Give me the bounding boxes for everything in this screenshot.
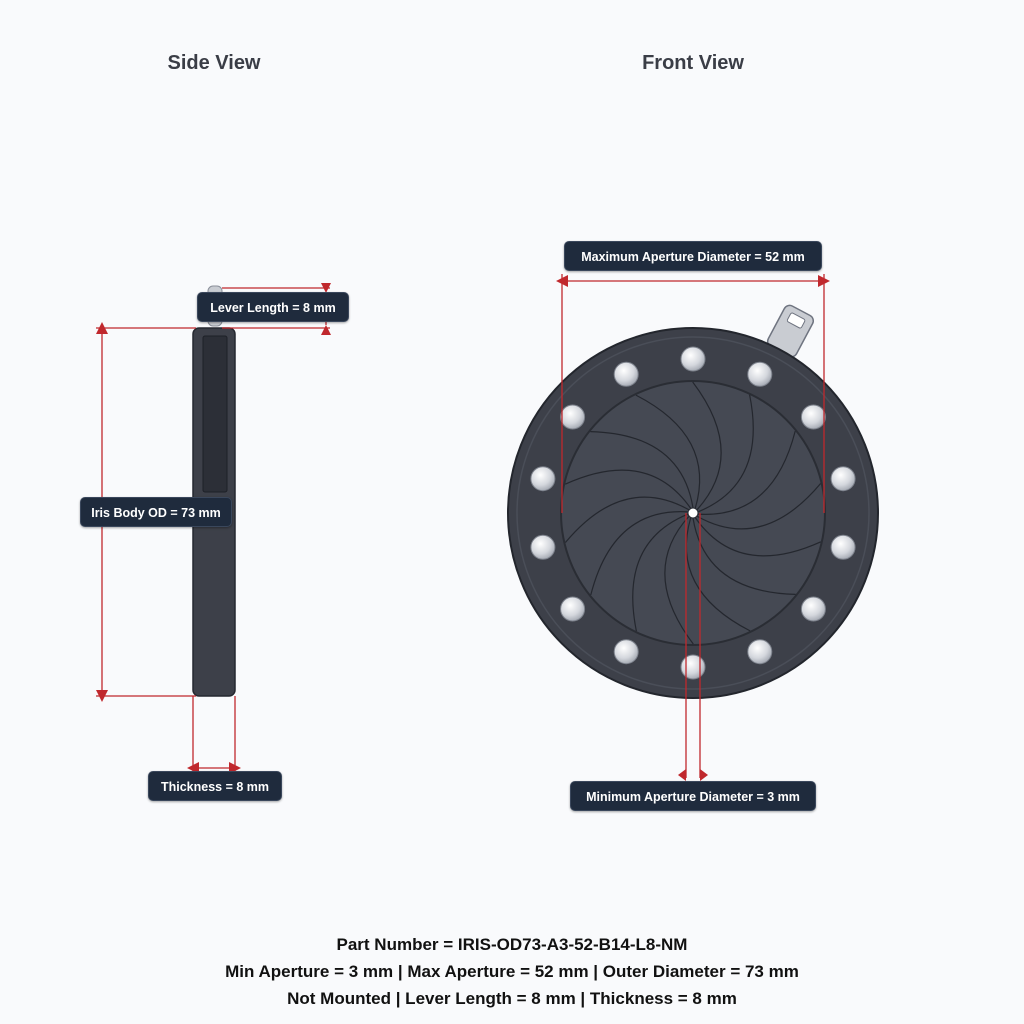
max-aperture-label: Maximum Aperture Diameter = 52 mm: [564, 241, 822, 271]
bolt: [681, 655, 705, 679]
bolt: [561, 405, 585, 429]
bolt: [748, 362, 772, 386]
bolt: [831, 535, 855, 559]
bolt: [614, 362, 638, 386]
front-view-title: Front View: [642, 52, 744, 74]
side-view-title: Side View: [167, 52, 261, 74]
bolt: [831, 467, 855, 491]
side-lever-slot: [203, 336, 227, 492]
bolt: [614, 640, 638, 664]
bolt: [801, 597, 825, 621]
lever-length-label: Lever Length = 8 mm: [197, 292, 349, 322]
front-view: [508, 274, 878, 781]
bolt: [531, 535, 555, 559]
footer-apertures: Min Aperture = 3 mm | Max Aperture = 52 mm | Outer Diameter = 73 mm: [225, 962, 799, 981]
iris-body-od-label: Iris Body OD = 73 mm: [80, 497, 232, 527]
bolt: [531, 467, 555, 491]
thickness-dimension: [187, 696, 241, 774]
thickness-label: Thickness = 8 mm: [148, 771, 282, 801]
min-aperture-label: Minimum Aperture Diameter = 3 mm: [570, 781, 816, 811]
bolt: [561, 597, 585, 621]
bolt: [801, 405, 825, 429]
footer-part-number: Part Number = IRIS-OD73-A3-52-B14-L8-NM: [336, 935, 688, 954]
bolt: [681, 347, 705, 371]
side-view: [96, 283, 331, 774]
bolt: [748, 640, 772, 664]
footer-mounting: Not Mounted | Lever Length = 8 mm | Thickness = 8 mm: [287, 989, 737, 1008]
min-aperture-opening: [688, 508, 698, 518]
